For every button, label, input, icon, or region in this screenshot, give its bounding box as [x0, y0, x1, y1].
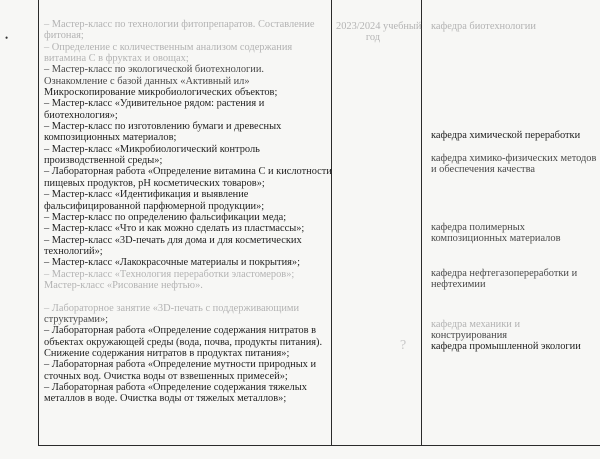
activity-line: – Мастер-класс «Что и как можно сделать из пластмассы»;: [44, 223, 305, 235]
department-entry: [431, 330, 599, 341]
department-entry: [431, 21, 599, 32]
activity-line: фитоная;: [44, 30, 84, 42]
activity-line: – Мастер-класс «3D-печать для дома и для косметических: [44, 234, 302, 246]
activity-line: – Мастер-класс по экологической биотехнологии.: [44, 64, 265, 76]
activity-line: – Лабораторная работа «Определение содержания нитратов в: [44, 325, 317, 337]
activity-line: – Мастер-класс «Технология переработки эластомеров»;: [44, 268, 295, 280]
department-entry: [431, 319, 599, 330]
activity-line: объектах окружающей среды (вода, почва, продукты питания).: [44, 336, 323, 348]
activity-line: производственной среды»;: [44, 155, 163, 167]
activity-line: – Мастер-класс по определению фальсификации меда;: [44, 211, 287, 223]
department-line: нефтехимии: [431, 279, 486, 291]
department-line: кафедра нефтегазопереработки и: [431, 268, 578, 279]
activity-line: металлов в воде. Очистка воды от тяжелых металлов»;: [44, 393, 287, 405]
department-line: композиционных материалов: [431, 233, 561, 245]
activity-line: технологий»;: [44, 245, 103, 257]
department-line: кафедра полимерных: [431, 222, 525, 233]
department-line: кафедра биотехнологии: [431, 21, 536, 32]
activity-line: фальсифицированной парфюмерной продукции»;: [44, 200, 265, 212]
activity-line: – Мастер-класс по технологии фитопрепаратов. Составление: [44, 19, 315, 30]
activity-line: – Лабораторное занятие «3D-печать с поддерживающими: [44, 302, 300, 314]
margin-mark: •: [5, 33, 9, 43]
activity-line: – Мастер-класс «Идентификация и выявление: [44, 189, 249, 201]
activity-line: Снижение содержания нитратов в продуктах питания»;: [44, 347, 290, 359]
table-border-left: [38, 0, 39, 446]
activity-line: – Лабораторная работа «Определение мутности природных и: [44, 359, 317, 371]
department-entry: [431, 268, 599, 291]
department-line: конструирования: [431, 330, 508, 341]
activity-line: Мастер-класс «Рисование нефтью».: [44, 279, 203, 291]
activity-line: – Определение с количественным анализом содержания: [44, 41, 293, 53]
activity-line: структурами»;: [44, 313, 109, 325]
activities-column: [44, 19, 330, 405]
activity-line: – Лабораторная работа «Определение содержания тяжелых: [44, 382, 307, 393]
activity-line: композиционных материалов;: [44, 132, 177, 144]
period-line: 2023/2024 учебный: [336, 21, 422, 32]
department-entry: [431, 153, 599, 176]
activity-line: – Мастер-класс по изготовлению бумаги и древесных: [44, 121, 282, 133]
pen-mark-icon: ?: [400, 338, 407, 353]
activity-line: пищевых продуктов, pH косметических товаров»;: [44, 177, 265, 189]
department-line: кафедра химико-физических методов: [431, 153, 597, 164]
table-border-col2: [331, 0, 332, 446]
department-line: кафедра механики и: [431, 319, 521, 330]
table-border-bottom: [38, 445, 600, 446]
activity-line: биотехнология»;: [44, 109, 118, 121]
activity-line: витамина С в фруктах и овощах;: [44, 53, 189, 65]
activity-line: – Мастер-класс «Микробиологический контроль: [44, 143, 260, 155]
period-line: год: [365, 32, 381, 44]
table-border-col3: [421, 0, 422, 446]
department-line: и обеспечения качества: [431, 164, 535, 176]
activity-line: – Мастер-класс «Удивительное рядом: растения и: [44, 98, 265, 110]
activity-line: Микроскопирование микробиологических объектов;: [44, 87, 278, 99]
department-entry: [431, 222, 599, 245]
activity-line: сточных вод. Очистка воды от взвешенных примесей»;: [44, 370, 288, 382]
department-line: кафедра химической переработки: [431, 130, 581, 141]
department-line: кафедра промышленной экологии: [431, 341, 581, 352]
activity-line: [44, 291, 330, 302]
activity-line: – Мастер-класс «Лакокрасочные материалы и покрытия»;: [44, 257, 300, 269]
activity-line: Ознакомление с базой данных «Активный ил»: [44, 75, 250, 87]
period-column: [336, 21, 422, 44]
activity-line: – Лабораторная работа «Определение витамина С и кислотности: [44, 166, 332, 178]
department-entry: [431, 130, 599, 141]
department-entry: [431, 341, 599, 352]
